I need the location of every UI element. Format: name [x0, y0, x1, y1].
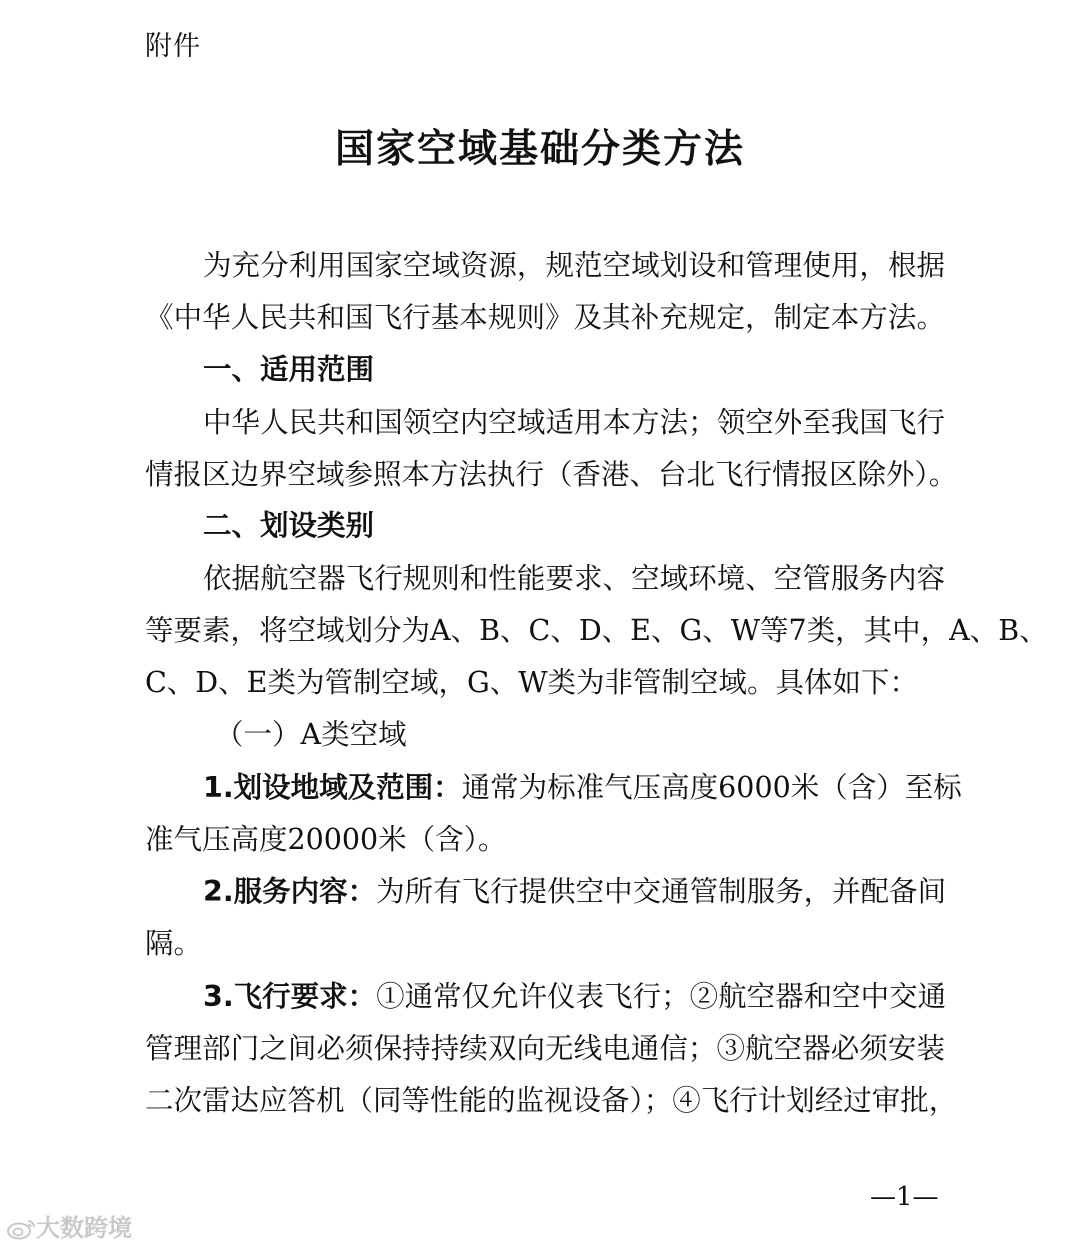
attachment-label: 附件 — [145, 31, 201, 62]
paragraph-scope-line-1: 中华人民共和国领空内空域适用本方法；领空外至我国飞行 — [203, 406, 945, 439]
item-3-label: 3.飞行要求： — [203, 980, 377, 1013]
item-2-label: 2.服务内容： — [203, 875, 377, 908]
subsection-heading-class-a: （一）A类空域 — [215, 718, 407, 751]
paragraph-categories-line-2: 等要素，将空域划分为A、B、C、D、E、G、W等7类，其中，A、B、 — [145, 614, 1048, 647]
item-3-line-1 — [203, 977, 945, 1017]
weibo-logo-icon — [6, 1218, 36, 1240]
paragraph-intro-line-2: 《中华人民共和国飞行基本规则》及其补充规定，制定本方法。 — [145, 301, 945, 334]
item-1-text: 通常为标准气压高度6000米（含）至标 — [461, 771, 962, 804]
paragraph-intro-line-1: 为充分利用国家空域资源，规范空域划设和管理使用，根据 — [203, 249, 945, 282]
item-3-text: ①通常仅允许仪表飞行；②航空器和空中交通 — [376, 980, 947, 1013]
document-title: 国家空域基础分类方法 — [334, 126, 745, 172]
paragraph-categories-line-1: 依据航空器飞行规则和性能要求、空域环境、空管服务内容 — [203, 562, 945, 595]
section-heading-scope: 一、适用范围 — [203, 353, 375, 386]
item-2-line-2: 隔。 — [145, 927, 203, 960]
item-3-line-2: 管理部门之间必须保持持续双向无线电通信；③航空器必须安装 — [145, 1032, 945, 1065]
item-3-line-3: 二次雷达应答机（同等性能的监视设备）；④飞行计划经过审批， — [145, 1084, 958, 1117]
paragraph-categories-line-3: C、D、E类为管制空域，G、W类为非管制空域。具体如下： — [145, 666, 919, 699]
item-2-line-1 — [203, 872, 945, 912]
watermark-text: 大数跨境 — [36, 1214, 132, 1242]
section-heading-categories: 二、划设类别 — [203, 509, 375, 542]
watermark — [6, 1208, 132, 1243]
item-1-line-1 — [203, 768, 962, 808]
paragraph-scope-line-2: 情报区边界空域参照本方法执行（香港、台北飞行情报区除外）。 — [145, 458, 958, 491]
page-number: —1— — [870, 1182, 939, 1212]
item-2-text: 为所有飞行提供空中交通管制服务，并配备间 — [376, 875, 947, 908]
item-1-line-2: 准气压高度20000米（含）。 — [145, 823, 507, 856]
item-1-label: 1.划设地域及范围： — [203, 771, 462, 804]
